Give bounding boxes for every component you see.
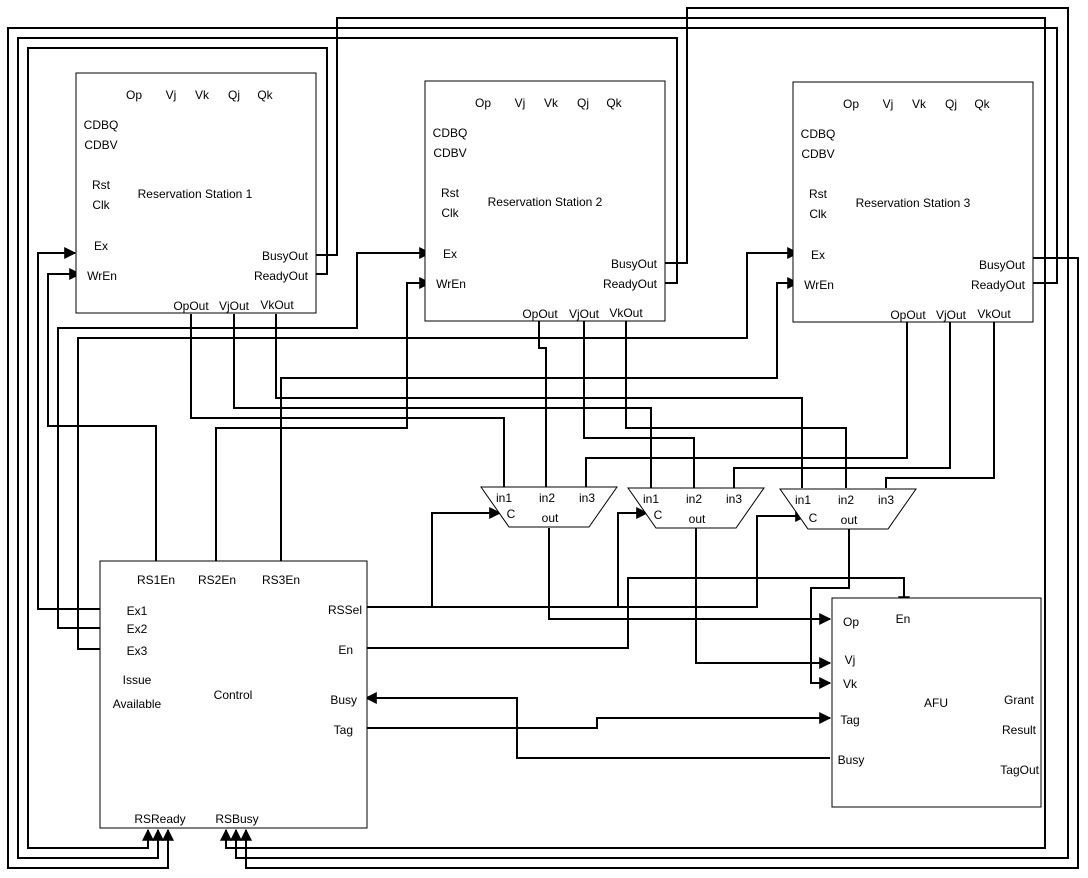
- input-rst: Rst: [809, 187, 827, 201]
- header-qk: Qk: [257, 88, 273, 102]
- header-vj: Vj: [165, 88, 177, 102]
- input-wren: WrEn: [436, 277, 466, 291]
- header-qj: Qj: [577, 96, 589, 110]
- mux-input-in3: in3: [725, 492, 743, 506]
- en-port: En: [338, 643, 353, 657]
- header-qk: Qk: [974, 97, 990, 111]
- header-qj: Qj: [228, 88, 240, 102]
- rsbusy-port: RSBusy: [215, 812, 259, 826]
- rs3en-port: RS3En: [261, 573, 301, 587]
- input-ex: Ex: [93, 239, 109, 253]
- mux-select: C: [808, 511, 818, 525]
- wire-rssel-mux1: [367, 513, 500, 607]
- rs1en-port: RS1En: [136, 573, 176, 587]
- ex1-port: Ex1: [126, 604, 148, 618]
- input-cdbv: CDBV: [801, 147, 835, 161]
- output-vkout: VkOut: [260, 298, 294, 312]
- rs2en-port: RS2En: [197, 573, 237, 587]
- input-clk: Clk: [809, 207, 827, 221]
- header-qj: Qj: [945, 97, 957, 111]
- input-rst: Rst: [441, 186, 459, 200]
- afu-unit: [832, 598, 1041, 807]
- output-opout: OpOut: [890, 308, 926, 322]
- wire-rs2-vkout: [626, 321, 846, 488]
- mux-output: out: [840, 513, 858, 527]
- output-vjout: VjOut: [935, 308, 967, 322]
- output-readyout: ReadyOut: [970, 278, 1025, 292]
- afu-vj-port: Vj: [844, 653, 856, 667]
- input-cdbv: CDBV: [84, 138, 118, 152]
- control-title: Control: [213, 688, 253, 702]
- input-wren: WrEn: [87, 269, 117, 283]
- afu-busy-port: Busy: [837, 753, 865, 767]
- header-op: Op: [474, 96, 492, 110]
- issue-label: Issue: [122, 673, 152, 687]
- input-cdbv: CDBV: [433, 146, 467, 160]
- afu-tag-port: Tag: [840, 713, 860, 727]
- output-vjout: VjOut: [568, 307, 600, 321]
- mux-output: out: [688, 512, 706, 526]
- mux-3: [780, 489, 916, 529]
- input-rst: Rst: [92, 178, 110, 192]
- ex2-port: Ex2: [126, 622, 148, 636]
- input-ex: Ex: [810, 248, 826, 262]
- output-opout: OpOut: [522, 307, 558, 321]
- mux-input-in2: in2: [538, 491, 556, 505]
- wire-rs2-vjout: [584, 321, 694, 488]
- available-label: Available: [112, 697, 162, 711]
- reservation-station-3: [793, 82, 1033, 322]
- afu-en-port: En: [895, 612, 911, 626]
- output-vkout: VkOut: [977, 307, 1011, 321]
- wire-rs1-opout: [191, 314, 504, 488]
- busy-port: Busy: [330, 693, 357, 707]
- input-cdbq: CDBQ: [83, 118, 119, 132]
- output-busyout: BusyOut: [261, 249, 308, 263]
- mux-input-in2: in2: [837, 493, 855, 507]
- rssel-port: RSSel: [327, 603, 362, 617]
- wire-mux2-out: [696, 528, 830, 663]
- rs-title: Reservation Station 2: [487, 195, 603, 209]
- tag-port: Tag: [333, 723, 353, 737]
- rsready-port: RSReady: [134, 812, 186, 826]
- wire-rs3-vkout: [886, 322, 994, 488]
- afu-title: AFU: [924, 696, 948, 710]
- rs-title: Reservation Station 1: [137, 187, 253, 201]
- reservation-station-1: [76, 73, 316, 313]
- mux-select: C: [506, 507, 516, 521]
- input-wren: WrEn: [804, 278, 834, 292]
- input-clk: Clk: [441, 206, 459, 220]
- afu-result-port: Result: [1001, 723, 1036, 737]
- wire-mux1-out: [549, 528, 830, 619]
- output-busyout: BusyOut: [610, 257, 657, 271]
- wire-rssel-mux2: [367, 513, 647, 607]
- header-op: Op: [842, 97, 860, 111]
- mux-input-in1: in1: [794, 493, 812, 507]
- rs-title: Reservation Station 3: [855, 196, 971, 210]
- output-opout: OpOut: [173, 299, 209, 313]
- header-vj: Vj: [514, 96, 526, 110]
- wire-rs2-opout: [539, 321, 546, 488]
- wire-rs1en: [48, 274, 156, 570]
- header-vk: Vk: [194, 88, 210, 102]
- mux-input-in2: in2: [685, 492, 703, 506]
- mux-input-in3: in3: [877, 493, 895, 507]
- wire-rs2en: [216, 283, 430, 570]
- header-vk: Vk: [911, 97, 927, 111]
- afu-vk-port: Vk: [842, 677, 858, 691]
- header-vk: Vk: [543, 96, 559, 110]
- input-clk: Clk: [92, 198, 110, 212]
- wire-rs3-opout: [586, 322, 907, 488]
- output-vkout: VkOut: [609, 306, 643, 320]
- input-cdbq: CDBQ: [800, 127, 836, 141]
- reservation-station-2: [425, 81, 665, 321]
- wire-rs3-vjout: [734, 322, 950, 488]
- header-qk: Qk: [606, 96, 622, 110]
- output-readyout: ReadyOut: [253, 269, 308, 283]
- ex3-port: Ex3: [126, 644, 148, 658]
- mux-1: [481, 487, 617, 527]
- afu-op-port: Op: [842, 615, 860, 629]
- afu-grant-port: Grant: [1003, 693, 1034, 707]
- mux-select: C: [653, 508, 663, 522]
- mux-input-in1: in1: [495, 491, 513, 505]
- header-vj: Vj: [882, 97, 894, 111]
- mux-2: [628, 488, 764, 528]
- wire-rs1-vjout: [234, 314, 651, 488]
- output-busyout: BusyOut: [978, 258, 1025, 272]
- input-ex: Ex: [442, 247, 458, 261]
- control-unit: [100, 561, 367, 828]
- mux-input-in1: in1: [642, 492, 660, 506]
- output-readyout: ReadyOut: [602, 277, 657, 291]
- output-vjout: VjOut: [218, 299, 250, 313]
- wire-tag: [367, 718, 830, 728]
- input-cdbq: CDBQ: [432, 126, 468, 140]
- header-op: Op: [125, 88, 143, 102]
- afu-tagout-port: TagOut: [1000, 763, 1039, 777]
- mux-output: out: [541, 511, 559, 525]
- mux-input-in3: in3: [578, 491, 596, 505]
